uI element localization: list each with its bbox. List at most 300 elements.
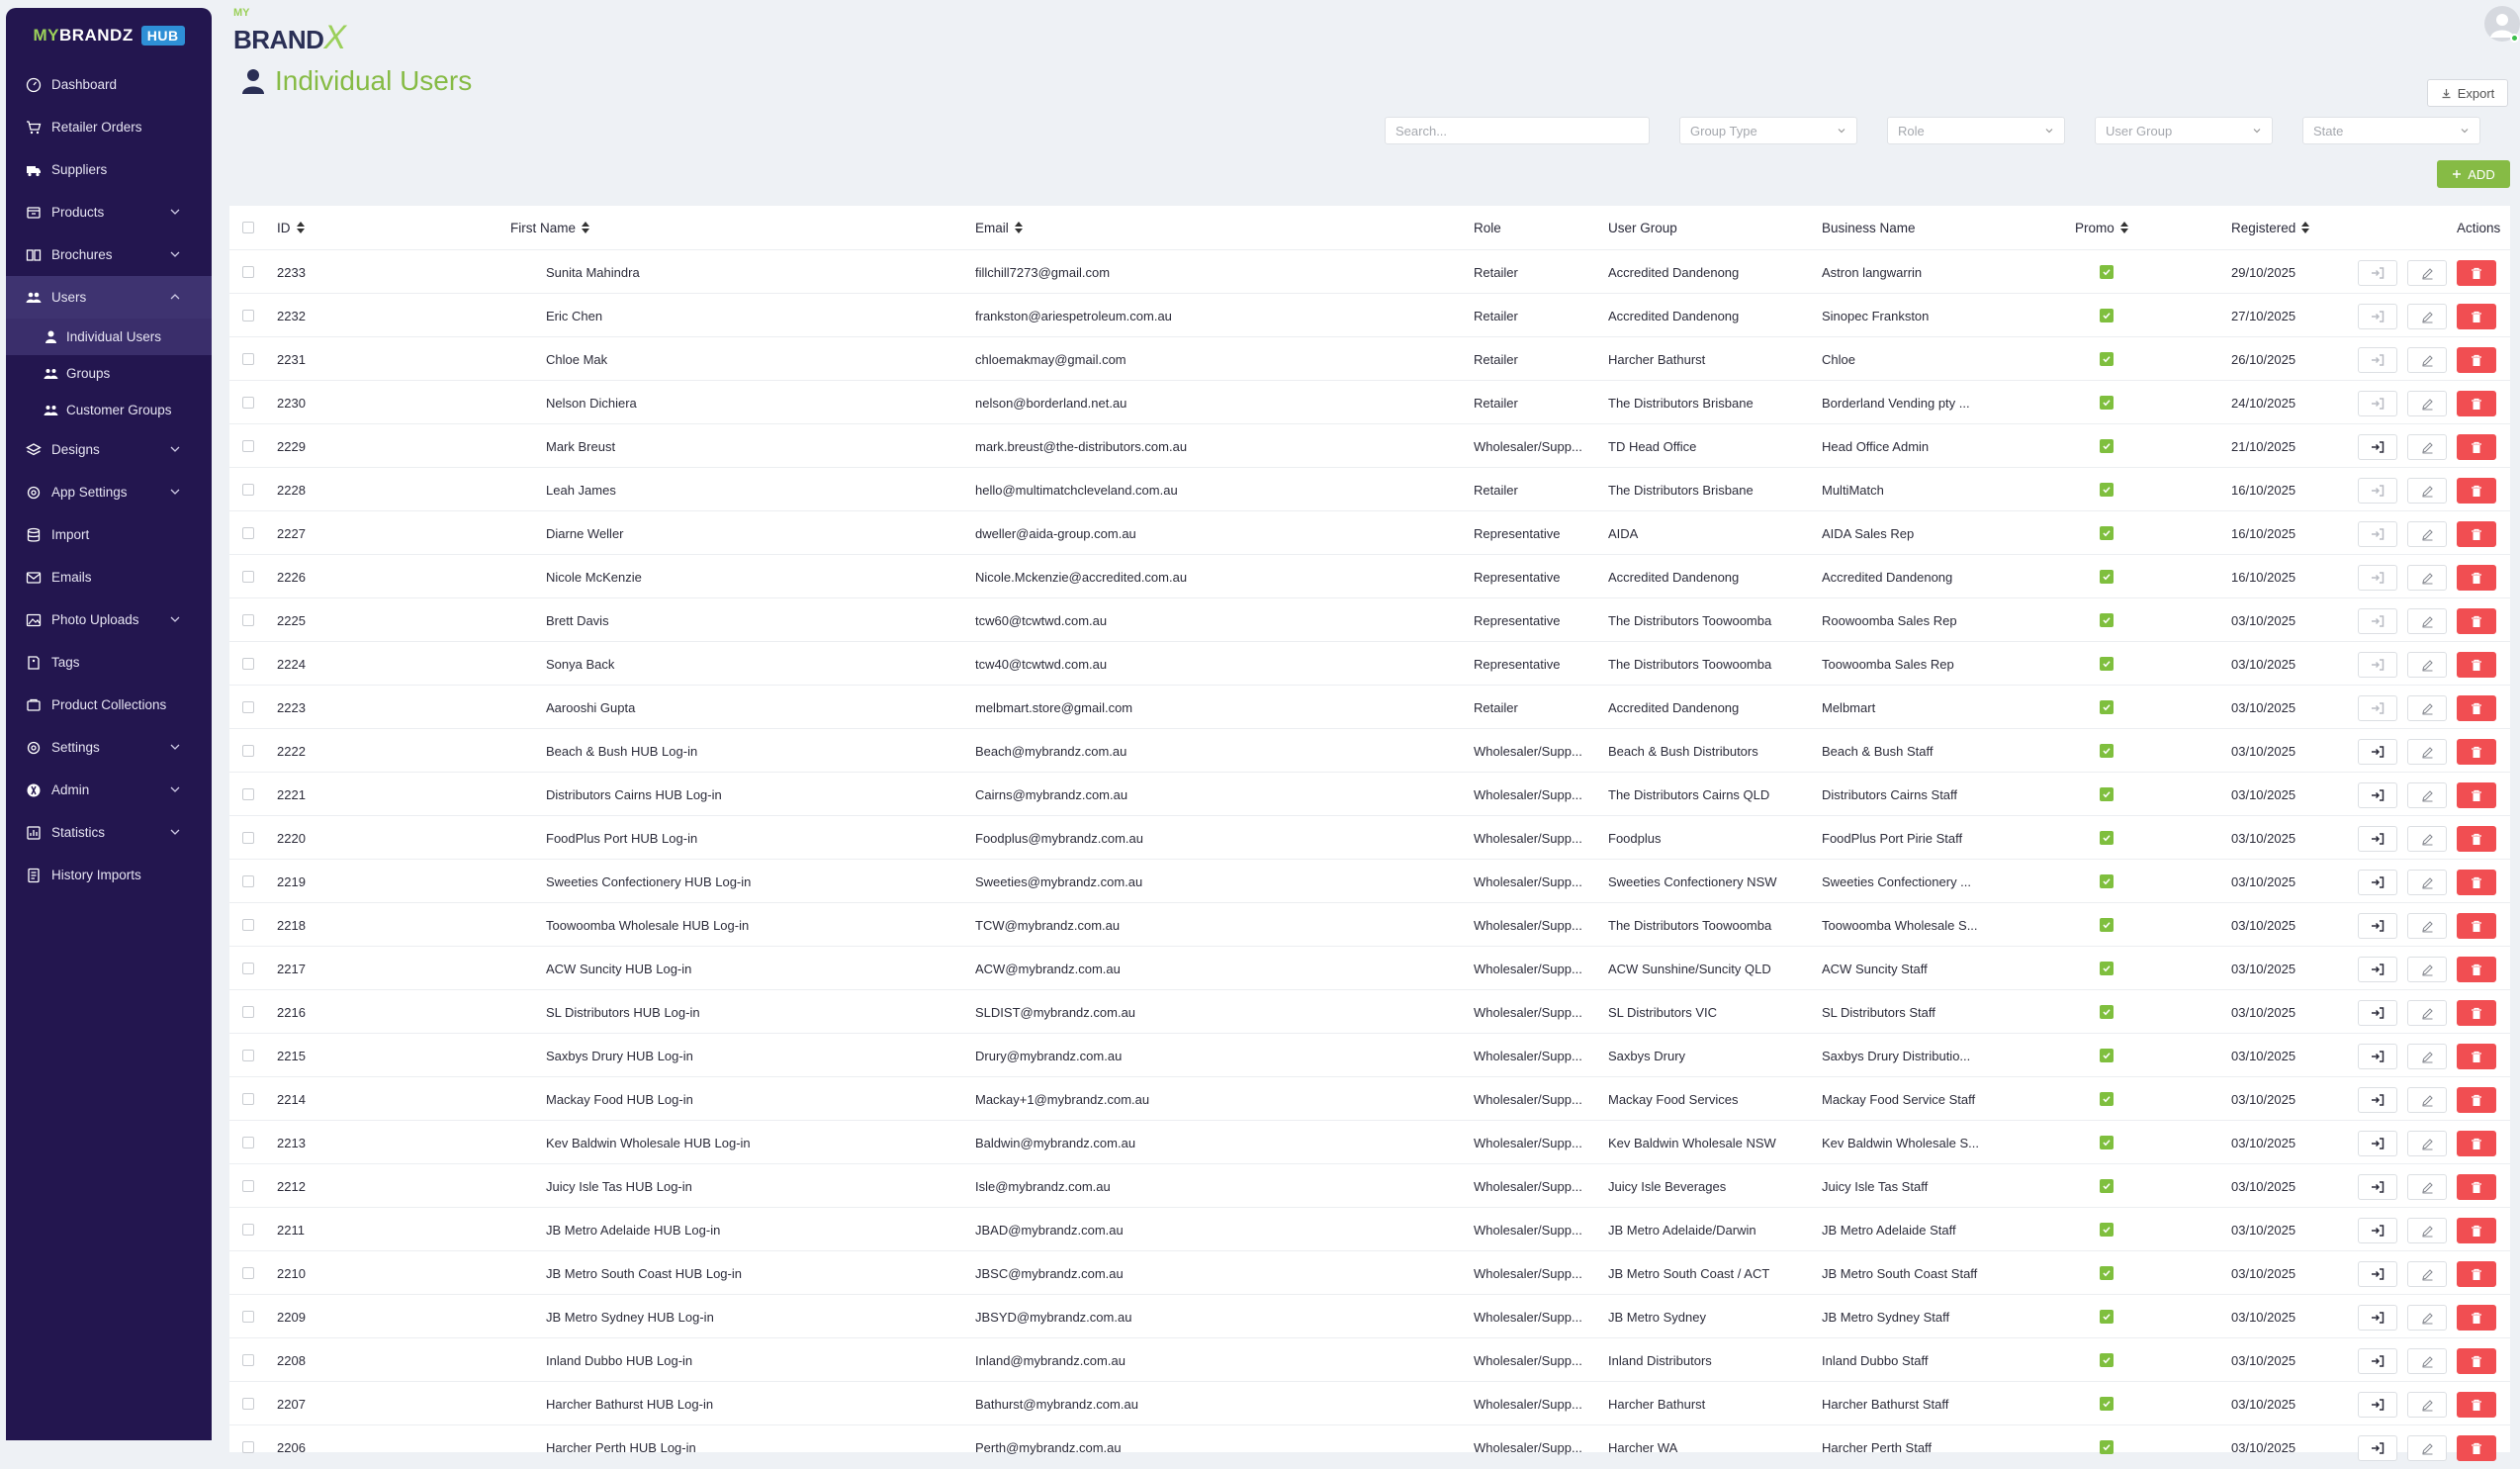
sign-in-icon — [2371, 440, 2385, 454]
promo-checkbox[interactable] — [2100, 1005, 2114, 1019]
pencil-icon — [2421, 833, 2434, 846]
cell-first-name: Nicole McKenzie — [546, 569, 642, 585]
pencil-icon — [2421, 572, 2434, 585]
sidebar-item-dashboard[interactable] — [6, 63, 212, 106]
cell-email: Foodplus@mybrandz.com.au — [975, 830, 1143, 846]
cell-id: 2217 — [277, 961, 306, 976]
login-as-button[interactable] — [2358, 521, 2397, 547]
login-as-button[interactable] — [2358, 391, 2397, 416]
table-row[interactable] — [229, 510, 2510, 554]
table-row[interactable] — [229, 859, 2510, 902]
row-checkbox[interactable] — [242, 440, 254, 452]
column-header-business-name — [1822, 206, 1916, 249]
row-checkbox[interactable] — [242, 919, 254, 931]
cell-first-name: Sunita Mahindra — [546, 264, 640, 280]
cell-business-name: JB Metro South Coast Staff — [1822, 1265, 1978, 1281]
delete-button[interactable] — [2457, 782, 2496, 808]
login-as-button[interactable] — [2358, 1218, 2397, 1243]
row-checkbox[interactable] — [242, 1441, 254, 1453]
row-checkbox[interactable] — [242, 658, 254, 670]
cell-id: 2231 — [277, 351, 306, 367]
table-row[interactable] — [229, 989, 2510, 1033]
cell-id: 2206 — [277, 1439, 306, 1455]
trash-icon — [2471, 659, 2482, 672]
table-row[interactable] — [229, 597, 2510, 641]
table-row[interactable] — [229, 685, 2510, 728]
group-type-select[interactable] — [1679, 117, 1857, 144]
cell-user-group: The Distributors Toowoomba — [1608, 917, 1772, 933]
delete-button[interactable] — [2457, 826, 2496, 852]
sidebar-item-brochures[interactable] — [6, 233, 212, 276]
table-row[interactable] — [229, 1033, 2510, 1076]
promo-checkbox[interactable] — [2100, 526, 2114, 540]
table-row[interactable] — [229, 1250, 2510, 1294]
login-as-button[interactable] — [2358, 565, 2397, 591]
delete-button[interactable] — [2457, 913, 2496, 939]
table-row[interactable] — [229, 1163, 2510, 1207]
cell-business-name: Harcher Bathurst Staff — [1822, 1396, 1949, 1412]
promo-checkbox[interactable] — [2100, 352, 2114, 366]
sidebar-item-tags[interactable] — [6, 641, 212, 684]
login-as-button[interactable] — [2358, 1000, 2397, 1026]
promo-checkbox[interactable] — [2100, 265, 2114, 279]
table-row[interactable] — [229, 1424, 2510, 1468]
promo-checkbox[interactable] — [2100, 831, 2114, 845]
sidebar-item-product-collections[interactable] — [6, 684, 212, 726]
cell-user-group: The Distributors Toowoomba — [1608, 612, 1772, 628]
edit-button[interactable] — [2407, 1131, 2447, 1156]
column-header-first-name[interactable] — [510, 206, 589, 249]
cell-email: JBSYD@mybrandz.com.au — [975, 1309, 1132, 1325]
table-row[interactable] — [229, 946, 2510, 989]
login-as-button[interactable] — [2358, 652, 2397, 678]
table-row[interactable] — [229, 728, 2510, 772]
delete-button[interactable] — [2457, 304, 2496, 329]
check-icon — [2102, 441, 2112, 451]
delete-button[interactable] — [2457, 1174, 2496, 1200]
delete-button[interactable] — [2457, 739, 2496, 765]
table-row[interactable] — [229, 554, 2510, 597]
edit-button[interactable] — [2407, 913, 2447, 939]
login-as-button[interactable] — [2358, 1305, 2397, 1331]
login-as-button[interactable] — [2358, 782, 2397, 808]
edit-button[interactable] — [2407, 1087, 2447, 1113]
delete-button[interactable] — [2457, 1087, 2496, 1113]
table-row[interactable] — [229, 423, 2510, 467]
trash-icon — [2471, 398, 2482, 411]
login-as-button[interactable] — [2358, 478, 2397, 504]
sign-in-icon — [2371, 397, 2385, 411]
table-row[interactable] — [229, 815, 2510, 859]
delete-button[interactable] — [2457, 391, 2496, 416]
row-checkbox[interactable] — [242, 1267, 254, 1279]
sign-in-icon — [2371, 788, 2385, 802]
column-label: User Group — [1608, 220, 1677, 235]
row-checkbox[interactable] — [242, 1006, 254, 1018]
sidebar-item-history-imports[interactable] — [6, 854, 212, 896]
login-as-button[interactable] — [2358, 434, 2397, 460]
cell-role: Wholesaler/Supp... — [1474, 786, 1582, 802]
login-as-button[interactable] — [2358, 1435, 2397, 1461]
sidebar-item-admin[interactable] — [6, 769, 212, 811]
sidebar-item-label: Retailer Orders — [51, 120, 142, 135]
cell-email: Drury@mybrandz.com.au — [975, 1048, 1123, 1063]
login-as-button[interactable] — [2358, 870, 2397, 895]
column-label: ID — [277, 220, 291, 235]
sidebar-logo[interactable] — [6, 8, 212, 63]
cell-business-name: Roowoomba Sales Rep — [1822, 612, 1957, 628]
select-all-checkbox[interactable] — [242, 222, 254, 233]
table-row[interactable] — [229, 293, 2510, 336]
row-checkbox[interactable] — [242, 1354, 254, 1366]
row-checkbox[interactable] — [242, 310, 254, 321]
sign-in-icon — [2371, 484, 2385, 498]
login-as-button[interactable] — [2358, 826, 2397, 852]
book-icon — [26, 247, 42, 263]
edit-button[interactable] — [2407, 1044, 2447, 1069]
delete-button[interactable] — [2457, 870, 2496, 895]
sidebar-item-settings[interactable] — [6, 726, 212, 769]
login-as-button[interactable] — [2358, 608, 2397, 634]
sidebar-item-retailer-orders[interactable] — [6, 106, 212, 148]
trash-icon — [2471, 876, 2482, 889]
sign-in-icon — [2371, 658, 2385, 672]
row-checkbox[interactable] — [242, 1398, 254, 1410]
promo-checkbox[interactable] — [2100, 396, 2114, 410]
check-icon — [2102, 876, 2112, 886]
row-checkbox[interactable] — [242, 527, 254, 539]
delete-button[interactable] — [2457, 347, 2496, 373]
promo-checkbox[interactable] — [2100, 874, 2114, 888]
cell-business-name: Saxbys Drury Distributio... — [1822, 1048, 1971, 1063]
cell-role: Wholesaler/Supp... — [1474, 1352, 1582, 1368]
row-checkbox[interactable] — [242, 353, 254, 365]
row-checkbox[interactable] — [242, 1050, 254, 1061]
cell-registered: 03/10/2025 — [2231, 873, 2296, 889]
cell-registered: 16/10/2025 — [2231, 482, 2296, 498]
cell-id: 2208 — [277, 1352, 306, 1368]
add-user-button[interactable] — [2437, 160, 2510, 188]
edit-button[interactable] — [2407, 1261, 2447, 1287]
delete-button[interactable] — [2457, 1131, 2496, 1156]
column-header-email[interactable] — [975, 206, 1023, 249]
login-as-button[interactable] — [2358, 913, 2397, 939]
sidebar-subitem-customer-groups[interactable] — [6, 392, 212, 428]
login-as-button[interactable] — [2358, 1348, 2397, 1374]
cell-registered: 03/10/2025 — [2231, 1135, 2296, 1150]
edit-button[interactable] — [2407, 608, 2447, 634]
delete-button[interactable] — [2457, 260, 2496, 286]
gear-icon — [26, 485, 42, 501]
cell-business-name: Distributors Cairns Staff — [1822, 786, 1958, 802]
table-row[interactable] — [229, 336, 2510, 380]
login-as-button[interactable] — [2358, 1261, 2397, 1287]
table-row[interactable] — [229, 1381, 2510, 1424]
edit-button[interactable] — [2407, 1435, 2447, 1461]
edit-button[interactable] — [2407, 739, 2447, 765]
cell-id: 2219 — [277, 873, 306, 889]
edit-button[interactable] — [2407, 478, 2447, 504]
cell-email: ACW@mybrandz.com.au — [975, 961, 1121, 976]
table-row[interactable] — [229, 1076, 2510, 1120]
promo-checkbox[interactable] — [2100, 439, 2114, 453]
edit-button[interactable] — [2407, 870, 2447, 895]
promo-checkbox[interactable] — [2100, 787, 2114, 801]
pencil-icon — [2421, 267, 2434, 280]
row-checkbox[interactable] — [242, 1180, 254, 1192]
promo-checkbox[interactable] — [2100, 1179, 2114, 1193]
delete-button[interactable] — [2457, 1218, 2496, 1243]
cell-registered: 03/10/2025 — [2231, 1222, 2296, 1238]
promo-checkbox[interactable] — [2100, 1092, 2114, 1106]
export-button[interactable] — [2427, 79, 2508, 107]
table-row[interactable] — [229, 1207, 2510, 1250]
promo-checkbox[interactable] — [2100, 1397, 2114, 1411]
table-row[interactable] — [229, 641, 2510, 685]
pencil-icon — [2421, 1007, 2434, 1020]
row-checkbox[interactable] — [242, 788, 254, 800]
login-as-button[interactable] — [2358, 1174, 2397, 1200]
cell-id: 2226 — [277, 569, 306, 585]
edit-button[interactable] — [2407, 1218, 2447, 1243]
truck-icon — [26, 162, 42, 178]
header-logo-brand: BRAND — [233, 25, 324, 54]
sign-in-icon — [2371, 1224, 2385, 1238]
promo-checkbox[interactable] — [2100, 1136, 2114, 1149]
cell-business-name: Kev Baldwin Wholesale S... — [1822, 1135, 1979, 1150]
chevron-down-icon — [168, 205, 182, 219]
login-as-button[interactable] — [2358, 1392, 2397, 1418]
edit-button[interactable] — [2407, 565, 2447, 591]
header-logo-x: X — [323, 19, 347, 56]
delete-button[interactable] — [2457, 1261, 2496, 1287]
cell-email: dweller@aida-group.com.au — [975, 525, 1136, 541]
promo-checkbox[interactable] — [2100, 1353, 2114, 1367]
sidebar-item-label: Product Collections — [51, 697, 167, 712]
edit-button[interactable] — [2407, 957, 2447, 982]
sort-icon — [2120, 222, 2128, 233]
trash-icon — [2471, 528, 2482, 541]
cell-business-name: SL Distributors Staff — [1822, 1004, 1935, 1020]
cell-registered: 03/10/2025 — [2231, 830, 2296, 846]
table-row[interactable] — [229, 902, 2510, 946]
sidebar-subitem-groups[interactable] — [6, 355, 212, 392]
delete-button[interactable] — [2457, 1435, 2496, 1461]
cell-business-name: MultiMatch — [1822, 482, 1884, 498]
promo-checkbox[interactable] — [2100, 962, 2114, 975]
column-header-id[interactable] — [277, 206, 305, 249]
cell-role: Wholesaler/Supp... — [1474, 830, 1582, 846]
cell-business-name: JB Metro Adelaide Staff — [1822, 1222, 1956, 1238]
role-placeholder: Role — [1898, 123, 1925, 138]
sidebar-item-emails[interactable] — [6, 556, 212, 598]
table-row[interactable] — [229, 1294, 2510, 1337]
promo-checkbox[interactable] — [2100, 483, 2114, 497]
edit-button[interactable] — [2407, 1000, 2447, 1026]
edit-button[interactable] — [2407, 1392, 2447, 1418]
row-checkbox[interactable] — [242, 397, 254, 409]
sign-in-icon — [2371, 745, 2385, 759]
state-select[interactable] — [2302, 117, 2480, 144]
promo-checkbox[interactable] — [2100, 657, 2114, 671]
row-checkbox[interactable] — [242, 701, 254, 713]
login-as-button[interactable] — [2358, 304, 2397, 329]
delete-button[interactable] — [2457, 1305, 2496, 1331]
sidebar-subitem-individual-users[interactable] — [6, 319, 212, 355]
delete-button[interactable] — [2457, 957, 2496, 982]
chart-icon — [26, 825, 42, 841]
promo-checkbox[interactable] — [2100, 700, 2114, 714]
edit-button[interactable] — [2407, 304, 2447, 329]
cell-first-name: Beach & Bush HUB Log-in — [546, 743, 698, 759]
pencil-icon — [2421, 1268, 2434, 1281]
edit-button[interactable] — [2407, 695, 2447, 721]
promo-checkbox[interactable] — [2100, 1223, 2114, 1237]
edit-button[interactable] — [2407, 826, 2447, 852]
delete-button[interactable] — [2457, 1044, 2496, 1069]
row-checkbox[interactable] — [242, 1311, 254, 1323]
sidebar-item-users[interactable] — [6, 276, 212, 319]
cell-registered: 03/10/2025 — [2231, 743, 2296, 759]
login-as-button[interactable] — [2358, 695, 2397, 721]
login-as-button[interactable] — [2358, 1044, 2397, 1069]
login-as-button[interactable] — [2358, 1131, 2397, 1156]
column-header-promo[interactable] — [2075, 206, 2128, 249]
trash-icon — [2471, 833, 2482, 846]
cell-first-name: Mackay Food HUB Log-in — [546, 1091, 693, 1107]
delete-button[interactable] — [2457, 608, 2496, 634]
edit-button[interactable] — [2407, 347, 2447, 373]
cell-user-group: The Distributors Toowoomba — [1608, 656, 1772, 672]
edit-button[interactable] — [2407, 1174, 2447, 1200]
cell-role: Wholesaler/Supp... — [1474, 917, 1582, 933]
login-as-button[interactable] — [2358, 739, 2397, 765]
header-logo[interactable] — [233, 8, 346, 57]
cell-business-name: Accredited Dandenong — [1822, 569, 1953, 585]
promo-checkbox[interactable] — [2100, 570, 2114, 584]
check-icon — [2102, 267, 2112, 277]
delete-button[interactable] — [2457, 695, 2496, 721]
row-checkbox[interactable] — [242, 1093, 254, 1105]
edit-button[interactable] — [2407, 521, 2447, 547]
sidebar-item-import[interactable] — [6, 513, 212, 556]
sidebar-item-statistics[interactable] — [6, 811, 212, 854]
delete-button[interactable] — [2457, 652, 2496, 678]
row-checkbox[interactable] — [242, 614, 254, 626]
trash-icon — [2471, 1442, 2482, 1455]
check-icon — [2102, 1312, 2112, 1322]
cell-email: Cairns@mybrandz.com.au — [975, 786, 1128, 802]
login-as-button[interactable] — [2358, 260, 2397, 286]
sidebar-item-photo-uploads[interactable] — [6, 598, 212, 641]
users-table — [229, 206, 2510, 1455]
user-group-select[interactable] — [2095, 117, 2273, 144]
sidebar-item-label: History Imports — [51, 868, 141, 882]
tag-icon — [26, 655, 42, 671]
promo-checkbox[interactable] — [2100, 1440, 2114, 1454]
sidebar-item-suppliers[interactable] — [6, 148, 212, 191]
check-icon — [2102, 1094, 2112, 1104]
delete-button[interactable] — [2457, 478, 2496, 504]
edit-button[interactable] — [2407, 260, 2447, 286]
cell-role: Wholesaler/Supp... — [1474, 1091, 1582, 1107]
pencil-icon — [2421, 1442, 2434, 1455]
admin-icon — [26, 782, 42, 798]
sidebar-item-designs[interactable] — [6, 428, 212, 471]
promo-checkbox[interactable] — [2100, 1266, 2114, 1280]
trash-icon — [2471, 1007, 2482, 1020]
cell-first-name: Toowoomba Wholesale HUB Log-in — [546, 917, 750, 933]
row-checkbox[interactable] — [242, 484, 254, 496]
delete-button[interactable] — [2457, 1000, 2496, 1026]
row-checkbox[interactable] — [242, 1224, 254, 1236]
search-input[interactable] — [1385, 117, 1650, 144]
delete-button[interactable] — [2457, 1348, 2496, 1374]
role-select[interactable] — [1887, 117, 2065, 144]
table-row[interactable] — [229, 1337, 2510, 1381]
table-row[interactable] — [229, 1120, 2510, 1163]
promo-checkbox[interactable] — [2100, 1310, 2114, 1324]
cell-first-name: Sweeties Confectionery HUB Log-in — [546, 873, 752, 889]
row-checkbox[interactable] — [242, 266, 254, 278]
cell-email: Bathurst@mybrandz.com.au — [975, 1396, 1138, 1412]
cell-first-name: Harcher Bathurst HUB Log-in — [546, 1396, 714, 1412]
login-as-button[interactable] — [2358, 957, 2397, 982]
promo-checkbox[interactable] — [2100, 918, 2114, 932]
row-checkbox[interactable] — [242, 1137, 254, 1148]
table-row[interactable] — [229, 772, 2510, 815]
delete-button[interactable] — [2457, 1392, 2496, 1418]
promo-checkbox[interactable] — [2100, 309, 2114, 322]
sidebar-item-products[interactable] — [6, 191, 212, 233]
delete-button[interactable] — [2457, 434, 2496, 460]
check-icon — [2102, 1225, 2112, 1235]
cell-business-name: Chloe — [1822, 351, 1855, 367]
trash-icon — [2471, 572, 2482, 585]
edit-button[interactable] — [2407, 391, 2447, 416]
delete-button[interactable] — [2457, 565, 2496, 591]
sign-in-icon — [2371, 963, 2385, 976]
promo-checkbox[interactable] — [2100, 744, 2114, 758]
cell-id: 2220 — [277, 830, 306, 846]
edit-button[interactable] — [2407, 1305, 2447, 1331]
row-checkbox[interactable] — [242, 571, 254, 583]
login-as-button[interactable] — [2358, 1087, 2397, 1113]
cell-role: Wholesaler/Supp... — [1474, 873, 1582, 889]
edit-button[interactable] — [2407, 652, 2447, 678]
cell-registered: 26/10/2025 — [2231, 351, 2296, 367]
table-row[interactable] — [229, 467, 2510, 510]
edit-button[interactable] — [2407, 434, 2447, 460]
login-as-button[interactable] — [2358, 347, 2397, 373]
promo-checkbox[interactable] — [2100, 1049, 2114, 1062]
table-row[interactable] — [229, 380, 2510, 423]
edit-button[interactable] — [2407, 1348, 2447, 1374]
sidebar-item-app-settings[interactable] — [6, 471, 212, 513]
edit-button[interactable] — [2407, 782, 2447, 808]
row-checkbox[interactable] — [242, 963, 254, 974]
row-checkbox[interactable] — [242, 832, 254, 844]
delete-button[interactable] — [2457, 521, 2496, 547]
row-checkbox[interactable] — [242, 745, 254, 757]
sign-in-icon — [2371, 1137, 2385, 1150]
table-row[interactable] — [229, 249, 2510, 293]
row-checkbox[interactable] — [242, 875, 254, 887]
promo-checkbox[interactable] — [2100, 613, 2114, 627]
cell-email: SLDIST@mybrandz.com.au — [975, 1004, 1136, 1020]
column-header-registered[interactable] — [2231, 206, 2309, 249]
check-icon — [2102, 833, 2112, 843]
